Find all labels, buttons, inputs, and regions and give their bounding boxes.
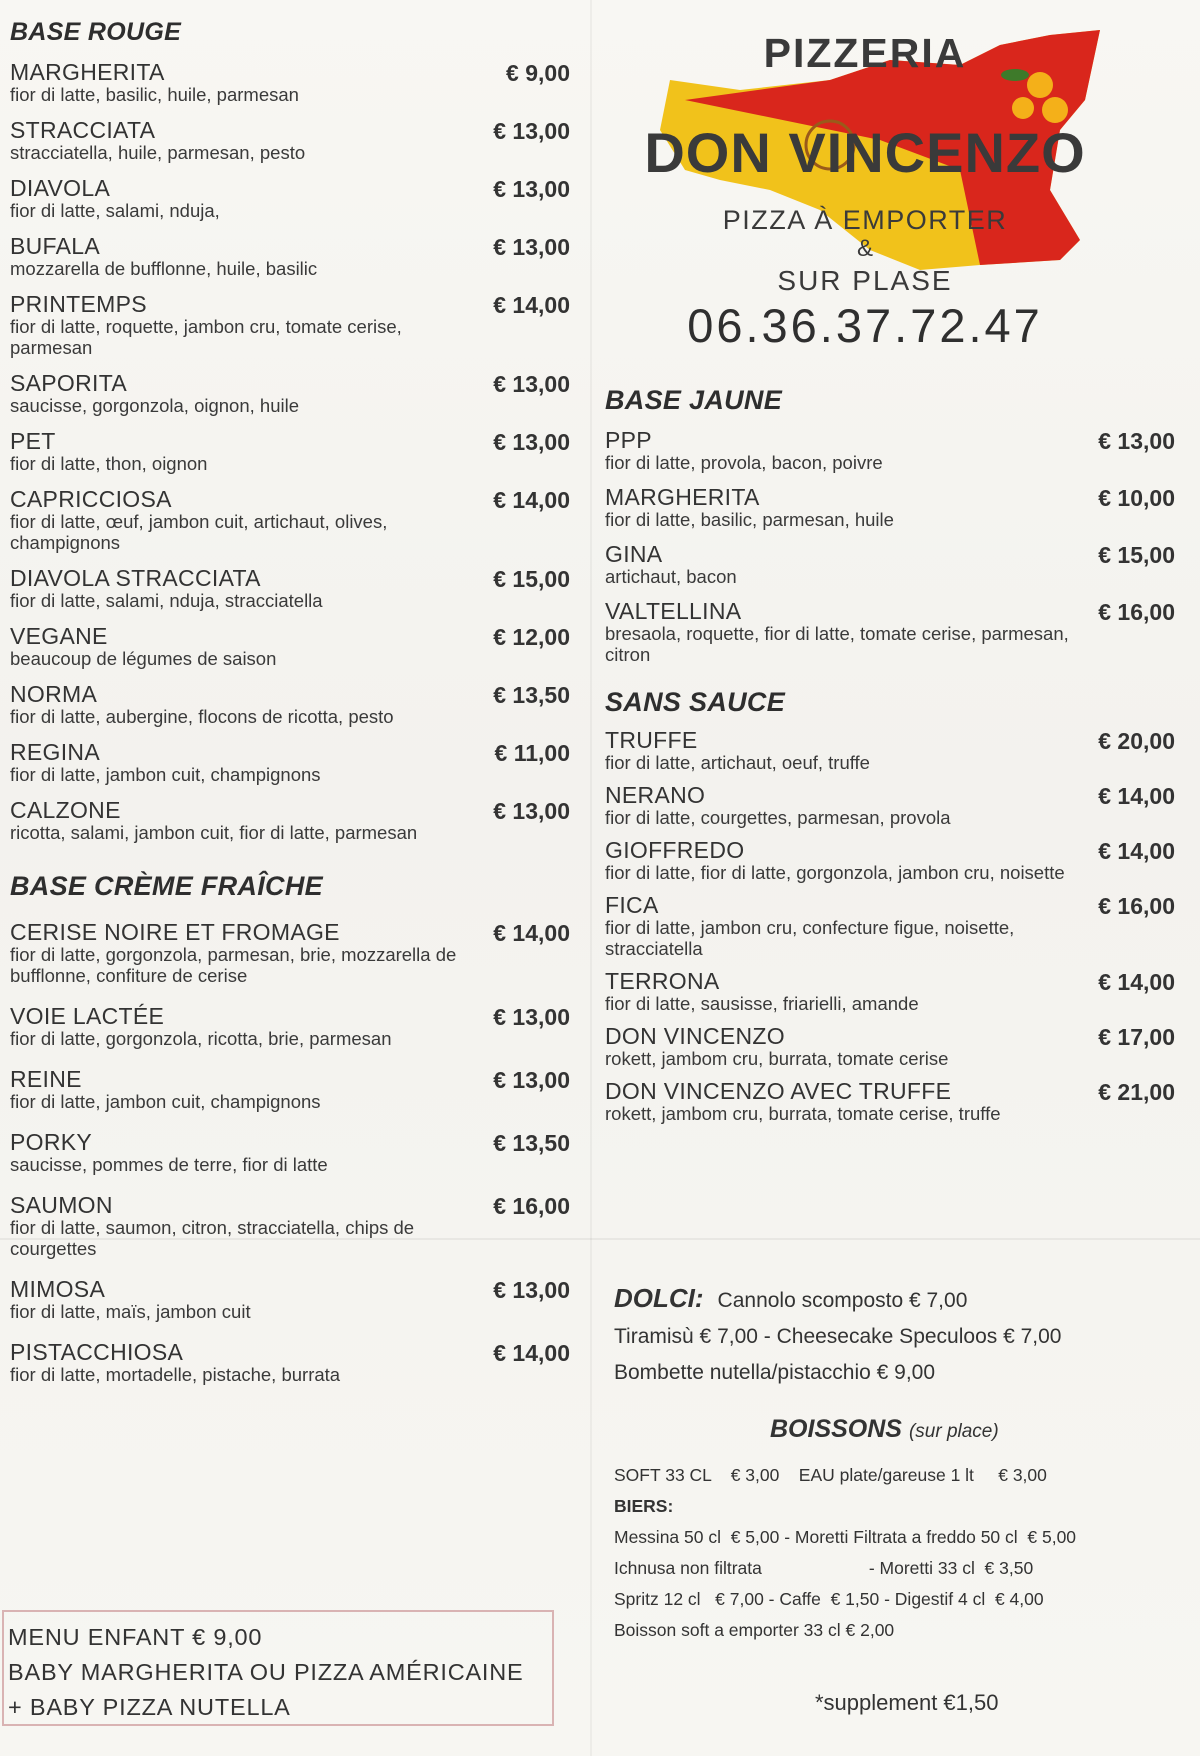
section-title-base-rouge: BASE ROUGE <box>10 18 182 46</box>
item-description: beaucoup de légumes de saison <box>10 648 277 669</box>
item-price: € 13,50 <box>493 1130 570 1156</box>
item-description: saucisse, gorgonzola, oignon, huile <box>10 395 299 416</box>
menu-item <box>10 118 570 163</box>
item-price: € 13,00 <box>1098 428 1175 454</box>
drinks-line: Messina 50 cl € 5,00 - Moretti Filtrata a freddo 50 cl € 5,00 <box>614 1527 1077 1547</box>
menu-item <box>10 292 570 358</box>
item-description: fior di latte, fior di latte, gorgonzola, jambon cru, noisette <box>605 862 1065 883</box>
item-price: € 13,00 <box>493 1067 570 1093</box>
item-name: PISTACCHIOSA <box>10 1339 184 1365</box>
item-description: saucisse, pommes de terre, fior di latte <box>10 1154 328 1175</box>
section-title-base-jaune: BASE JAUNE <box>605 385 783 415</box>
item-name: PPP <box>605 427 652 453</box>
item-name: SAUMON <box>10 1192 113 1218</box>
item-price: € 13,50 <box>493 682 570 708</box>
boissons-label: BOISSONS <box>770 1415 902 1443</box>
menu-item <box>10 920 570 986</box>
item-name: DIAVOLA STRACCIATA <box>10 565 261 591</box>
menu-item <box>10 1004 570 1049</box>
dolci-label: DOLCI: <box>614 1283 704 1313</box>
item-price: € 12,00 <box>493 624 570 650</box>
item-description: fior di latte, provola, bacon, poivre <box>605 452 883 473</box>
paper-fold <box>590 0 592 1756</box>
right-column <box>605 385 1175 1124</box>
menu-item <box>605 893 1175 959</box>
menu-item <box>605 1024 1175 1069</box>
item-name: MARGHERITA <box>605 484 760 510</box>
item-name: DON VINCENZO <box>605 1023 785 1049</box>
item-name: STRACCIATA <box>10 117 156 143</box>
menu-item <box>10 234 570 279</box>
logo-name: DON VINCENZO <box>644 121 1086 184</box>
menu-item <box>10 740 570 785</box>
item-price: € 14,00 <box>493 1340 570 1366</box>
item-name: CALZONE <box>10 797 121 823</box>
menu-item <box>10 60 570 105</box>
sans-sauce-list <box>605 728 1175 1124</box>
item-name: SAPORITA <box>10 370 127 396</box>
item-name: PRINTEMPS <box>10 291 147 317</box>
item-name: MIMOSA <box>10 1276 106 1302</box>
menu-enfant-title: MENU ENFANT € 9,00 <box>8 1624 263 1650</box>
item-price: € 13,00 <box>493 1277 570 1303</box>
logo-pizzeria: PIZZERIA <box>763 30 967 76</box>
menu-item <box>10 1340 570 1385</box>
logo-dine-in: SUR PLASE <box>777 265 953 296</box>
item-name: VALTELLINA <box>605 598 742 624</box>
menu-item <box>10 566 570 611</box>
item-description: fior di latte, aubergine, flocons de ricotta, pesto <box>10 706 394 727</box>
item-description: fior di latte, basilic, parmesan, huile <box>605 509 894 530</box>
menu-item <box>605 428 1175 473</box>
pizzeria-logo <box>630 20 1100 360</box>
item-description: fior di latte, roquette, jambon cru, tomate cerise, parmesan <box>10 316 402 358</box>
item-name: CAPRICCIOSA <box>10 486 172 512</box>
item-name: BUFALA <box>10 233 101 259</box>
item-price: € 16,00 <box>1098 599 1175 625</box>
item-price: € 21,00 <box>1098 1079 1175 1105</box>
menu-item <box>10 682 570 727</box>
item-description: fior di latte, œuf, jambon cuit, artichaut, olives, champignons <box>10 511 388 553</box>
menu-item <box>10 371 570 416</box>
logo-takeaway: PIZZA À EMPORTER <box>722 205 1008 235</box>
menu-item <box>605 838 1175 883</box>
item-name: VEGANE <box>10 623 108 649</box>
base-rouge-list <box>10 60 570 843</box>
item-description: fior di latte, courgettes, parmesan, provola <box>605 807 951 828</box>
item-name: VOIE LACTÉE <box>10 1003 165 1029</box>
menu-enfant-line: BABY MARGHERITA OU PIZZA AMÉRICAINE <box>8 1659 524 1685</box>
item-description: fior di latte, maïs, jambon cuit <box>10 1301 251 1322</box>
item-description: bresaola, roquette, fior di latte, tomate cerise, parmesan, citron <box>605 623 1069 665</box>
item-price: € 14,00 <box>1098 838 1175 864</box>
menu-item <box>10 429 570 474</box>
item-description: rokett, jambom cru, burrata, tomate cerise, truffe <box>605 1103 1001 1124</box>
menu-item <box>605 1079 1175 1124</box>
item-price: € 10,00 <box>1098 485 1175 511</box>
item-description: fior di latte, mortadelle, pistache, burrata <box>10 1364 341 1385</box>
boissons-title <box>770 1415 999 1444</box>
item-name: DON VINCENZO AVEC TRUFFE <box>605 1078 952 1104</box>
item-description: fior di latte, jambon cuit, champignons <box>10 1091 321 1112</box>
menu-item <box>10 1067 570 1112</box>
drinks-list <box>614 1460 1174 1646</box>
phone-number: 06.36.37.72.47 <box>687 299 1043 352</box>
item-price: € 13,00 <box>493 371 570 397</box>
menu-item <box>10 798 570 843</box>
item-name: PORKY <box>10 1129 93 1155</box>
item-name: FICA <box>605 892 659 918</box>
item-price: € 13,00 <box>493 798 570 824</box>
boissons-subtitle: (sur place) <box>908 1421 999 1442</box>
item-name: CERISE NOIRE ET FROMAGE <box>10 919 340 945</box>
menu-item <box>10 176 570 221</box>
item-name: REGINA <box>10 739 100 765</box>
item-description: artichaut, bacon <box>605 566 737 587</box>
menu-item <box>605 485 1175 530</box>
item-name: TRUFFE <box>605 727 698 753</box>
item-description: fior di latte, gorgonzola, parmesan, brie, mozzarella de bufflonne, confiture de cerise <box>10 944 457 986</box>
menu-item <box>605 599 1175 665</box>
item-price: € 15,00 <box>1098 542 1175 568</box>
item-description: mozzarella de bufflonne, huile, basilic <box>10 258 318 279</box>
item-description: fior di latte, jambon cru, confecture figue, noisette, stracciatella <box>605 917 1015 959</box>
item-name: PET <box>10 428 56 454</box>
item-price: € 13,00 <box>493 1004 570 1030</box>
menu-item <box>605 783 1175 828</box>
item-name: MARGHERITA <box>10 59 165 85</box>
dolci-line: Tiramisù € 7,00 - Cheesecake Speculoos € 7,00 <box>614 1325 1062 1348</box>
item-name: NERANO <box>605 782 706 808</box>
item-name: DIAVOLA <box>10 175 111 201</box>
section-title-base-creme: BASE CRÈME FRAÎCHE <box>10 871 323 901</box>
drinks-line: Boisson soft a emporter 33 cl € 2,00 <box>614 1620 895 1640</box>
item-price: € 11,00 <box>494 740 570 766</box>
menu-item <box>10 487 570 553</box>
item-name: NORMA <box>10 681 98 707</box>
item-description: fior di latte, jambon cuit, champignons <box>10 764 321 785</box>
item-description: fior di latte, thon, oignon <box>10 453 208 474</box>
item-description: fior di latte, saumon, citron, stracciatella, chips de courgettes <box>10 1217 415 1259</box>
section-title-sans-sauce: SANS SAUCE <box>605 687 786 717</box>
drinks-line: Ichnusa non filtrata - Moretti 33 cl € 3,50 <box>614 1558 1034 1578</box>
menu-item <box>10 1277 570 1322</box>
menu-item <box>10 1193 570 1259</box>
biers-label: BIERS: <box>614 1496 674 1516</box>
item-name: GINA <box>605 541 663 567</box>
logo-ampersand: & <box>856 235 873 262</box>
item-description: fior di latte, sausisse, friarielli, amande <box>605 993 919 1014</box>
item-description: fior di latte, salami, nduja, stracciatella <box>10 590 323 611</box>
menu-item <box>10 1130 570 1175</box>
item-price: € 13,00 <box>493 234 570 260</box>
item-description: ricotta, salami, jambon cuit, fior di latte, parmesan <box>10 822 418 843</box>
item-name: REINE <box>10 1066 82 1092</box>
item-description: stracciatella, huile, parmesan, pesto <box>10 142 306 163</box>
item-description: fior di latte, salami, nduja, <box>10 200 220 221</box>
menu-item <box>605 969 1175 1014</box>
menu-item <box>10 624 570 669</box>
lemon-icon <box>1012 97 1034 119</box>
item-price: € 14,00 <box>493 487 570 513</box>
base-jaune-list <box>605 428 1175 665</box>
item-price: € 15,00 <box>493 566 570 592</box>
supplement-note: *supplement €1,50 <box>815 1690 999 1715</box>
menu-enfant-line: + BABY PIZZA NUTELLA <box>8 1694 291 1720</box>
item-description: fior di latte, basilic, huile, parmesan <box>10 84 299 105</box>
item-price: € 13,00 <box>493 118 570 144</box>
dolci-section <box>614 1280 1174 1391</box>
item-name: TERRONA <box>605 968 720 994</box>
base-creme-list <box>10 920 570 1385</box>
menu-enfant-box <box>2 1610 554 1726</box>
drinks-line: Spritz 12 cl € 7,00 - Caffe € 1,50 - Digestif 4 cl € 4,00 <box>614 1589 1044 1609</box>
item-price: € 20,00 <box>1098 728 1175 754</box>
item-price: € 13,00 <box>493 176 570 202</box>
menu-item <box>605 542 1175 587</box>
item-price: € 14,00 <box>493 292 570 318</box>
item-name: GIOFFREDO <box>605 837 745 863</box>
left-column <box>10 18 570 1385</box>
item-price: € 14,00 <box>1098 783 1175 809</box>
item-price: € 14,00 <box>493 920 570 946</box>
drinks-line: SOFT 33 CL € 3,00 EAU plate/gareuse 1 lt € 3,00 <box>614 1465 1047 1485</box>
dolci-line: Cannolo scomposto € 7,00 <box>717 1289 968 1312</box>
item-price: € 16,00 <box>1098 893 1175 919</box>
item-price: € 17,00 <box>1098 1024 1175 1050</box>
item-description: fior di latte, artichaut, oeuf, truffe <box>605 752 870 773</box>
item-price: € 9,00 <box>506 60 570 86</box>
item-price: € 16,00 <box>493 1193 570 1219</box>
item-description: fior di latte, gorgonzola, ricotta, brie, parmesan <box>10 1028 392 1049</box>
dolci-line: Bombette nutella/pistacchio € 9,00 <box>614 1361 936 1384</box>
menu-item <box>605 728 1175 773</box>
item-price: € 13,00 <box>493 429 570 455</box>
item-price: € 14,00 <box>1098 969 1175 995</box>
item-description: rokett, jambom cru, burrata, tomate cerise <box>605 1048 949 1069</box>
